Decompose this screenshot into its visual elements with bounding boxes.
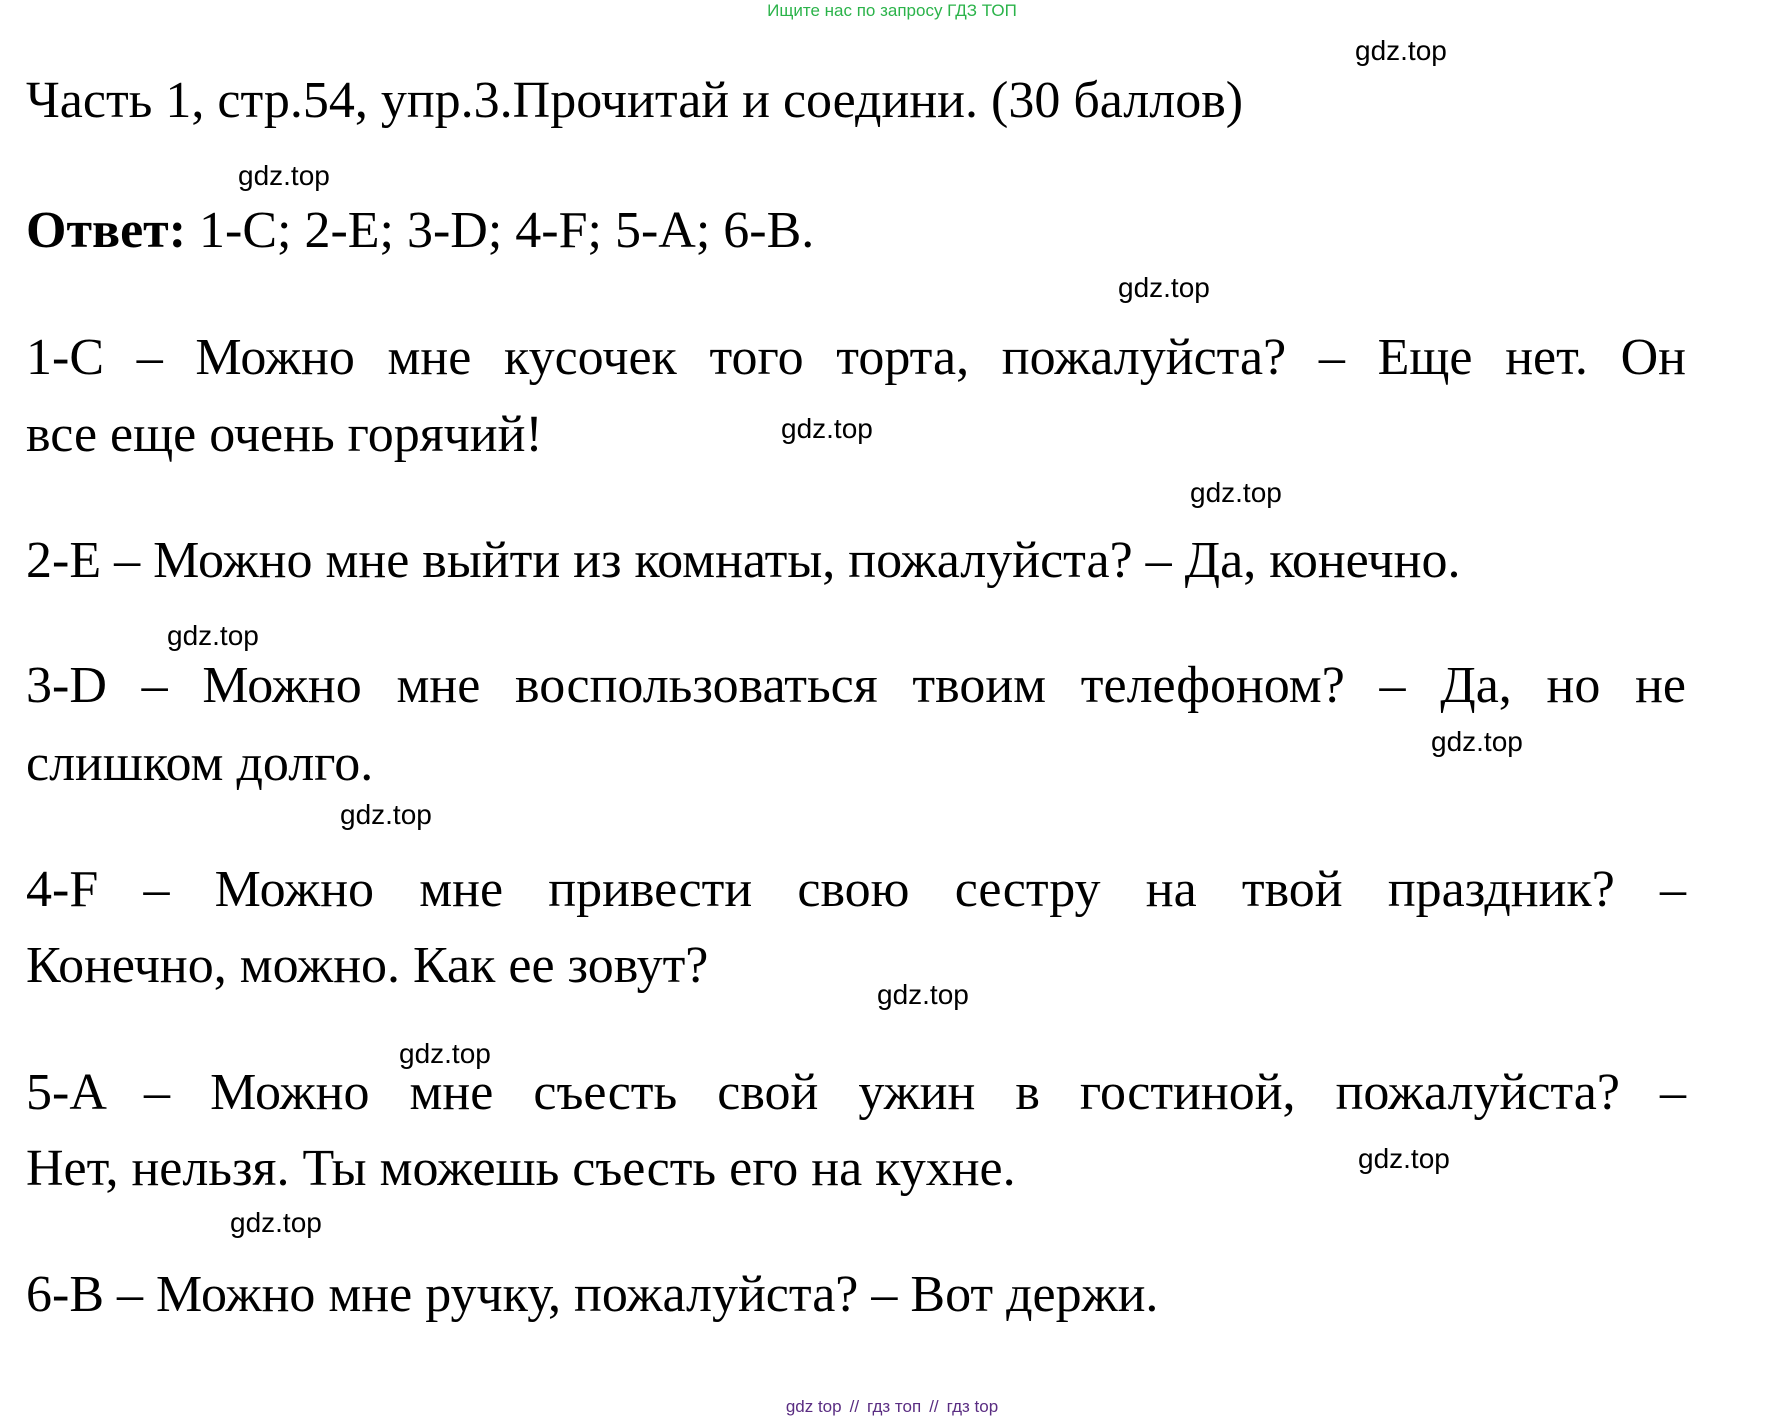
footer-separator: // [929, 1397, 939, 1416]
item-4-line-1: 4-F – Можно мне привести свою сестру на твой праздник? – [26, 861, 1686, 918]
footer [0, 1396, 1784, 1418]
watermark: gdz.top [1355, 35, 1447, 66]
watermark: gdz.top [167, 620, 259, 651]
item-1-line-1: 1-C – Можно мне кусочек того торта, пожалуйста? – Еще нет. Он [26, 329, 1686, 386]
item-3-line-1: 3-D – Можно мне воспользоваться твоим телефоном? – Да, но не [26, 657, 1686, 714]
answer-label: Ответ: [26, 202, 187, 259]
item-1-line-2: все еще очень горячий! [26, 406, 543, 463]
answer-line [26, 192, 1686, 270]
footer-link-2[interactable]: гдз топ [867, 1397, 922, 1416]
footer-link-3[interactable]: гдз top [946, 1397, 999, 1416]
footer-link-1[interactable]: gdz top [785, 1397, 842, 1416]
answer-value: 1-C; 2-E; 3-D; 4-F; 5-A; 6-B. [199, 202, 815, 259]
watermark: gdz.top [399, 1038, 491, 1069]
item-4-line-2: Конечно, можно. Как ее зовут? [26, 937, 709, 994]
watermark: gdz.top [1190, 477, 1282, 508]
watermark: gdz.top [877, 979, 969, 1010]
watermark: gdz.top [238, 160, 330, 191]
item-5-line-1: 5-A – Можно мне съесть свой ужин в гостиной, пожалуйста? – [26, 1064, 1686, 1121]
watermark: gdz.top [781, 413, 873, 444]
item-2-line-1: 2-E – Можно мне выйти из комнаты, пожалуйста? – Да, конечно. [26, 532, 1461, 589]
item-5-line-2: Нет, нельзя. Ты можешь съесть его на кухне. [26, 1140, 1016, 1197]
footer-separator: // [849, 1397, 860, 1416]
watermark: gdz.top [1431, 726, 1523, 757]
watermark: gdz.top [1118, 272, 1210, 303]
watermark: gdz.top [1358, 1143, 1450, 1174]
watermark: gdz.top [340, 799, 432, 830]
watermark: gdz.top [230, 1207, 322, 1238]
top-banner: Ищите нас по запросу ГДЗ ТОП [767, 1, 1017, 20]
item-3-line-2: слишком долго. [26, 735, 374, 792]
item-6-line-1: 6-B – Можно мне ручку, пожалуйста? – Вот держи. [26, 1266, 1159, 1323]
page-title: Часть 1, стр.54, упр.3.Прочитай и соедини. (30 баллов) [26, 72, 1244, 129]
